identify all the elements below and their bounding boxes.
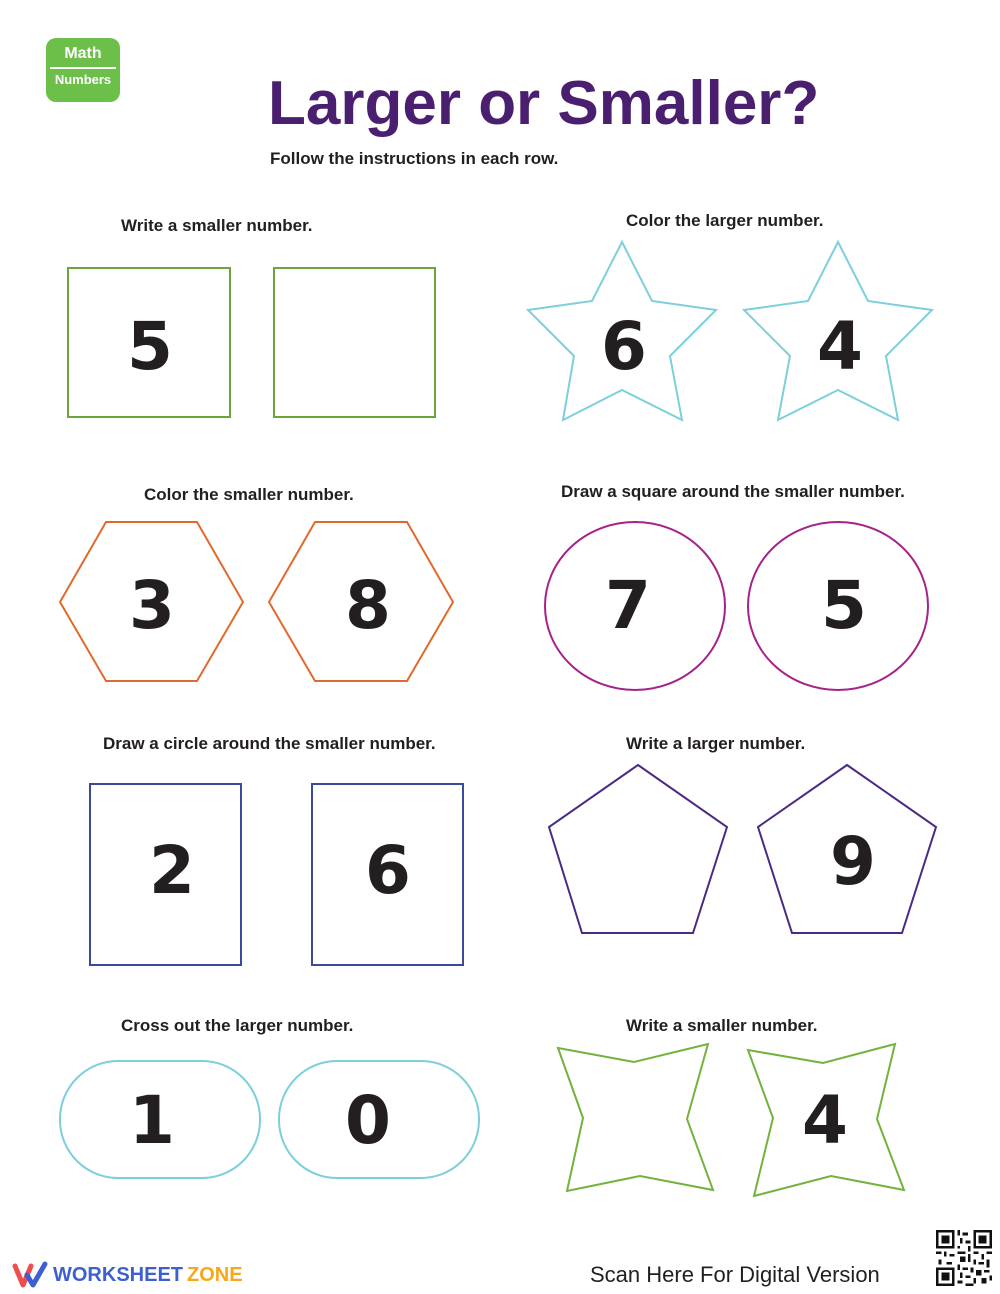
task-8-prompt: Write a smaller number. (626, 1016, 818, 1035)
task-4-prompt: Draw a square around the smaller number. (561, 482, 905, 501)
task-4-number-right: 5 (821, 567, 867, 644)
task-6-prompt: Write a larger number. (626, 734, 806, 753)
worksheetzone-brand[interactable] (12, 1260, 243, 1290)
scan-instruction: Scan Here For Digital Version (590, 1262, 880, 1287)
task-5-prompt: Draw a circle around the smaller number. (103, 734, 436, 753)
task-5-number-left: 2 (149, 832, 195, 909)
badge-subject: Math (64, 45, 102, 62)
task-7-number-right: 0 (345, 1082, 391, 1159)
task-3-prompt: Color the smaller number. (144, 485, 354, 504)
task-6-shapes (549, 765, 936, 933)
task-1-number-left: 5 (127, 308, 173, 385)
task-4-number-left: 7 (605, 567, 651, 644)
task-7-number-left: 1 (129, 1082, 175, 1159)
worksheetzone-logo-icon (12, 1261, 48, 1289)
badge-topic: Numbers (54, 72, 112, 87)
task-8-shapes (558, 1044, 904, 1196)
page-title: Larger or Smaller? (268, 69, 820, 138)
task-8-star-left[interactable] (558, 1044, 713, 1191)
task-8-number-right: 4 (802, 1082, 848, 1159)
task-7-shapes (60, 1061, 479, 1178)
task-5-number-right: 6 (365, 832, 411, 909)
task-2-number-left: 6 (601, 308, 647, 385)
task-3-number-right: 8 (345, 567, 391, 644)
task-6-pentagon-left[interactable] (549, 765, 727, 933)
page-subtitle: Follow the instructions in each row. (270, 149, 559, 168)
task-2-shapes (528, 242, 932, 420)
qr-code-icon[interactable] (936, 1230, 992, 1286)
task-1-prompt: Write a smaller number. (121, 216, 313, 235)
task-2-prompt: Color the larger number. (626, 211, 824, 230)
task-6-number-right: 9 (830, 823, 876, 900)
brand-name-part2: ZONE (187, 1263, 243, 1286)
task-1-square-right[interactable] (274, 268, 435, 417)
task-2-number-right: 4 (817, 308, 863, 385)
task-1-shapes (68, 268, 435, 417)
brand-name-part1: WORKSHEET (53, 1263, 183, 1286)
task-4-shapes (545, 522, 928, 690)
task-3-number-left: 3 (129, 567, 175, 644)
task-3-shapes (60, 522, 453, 681)
task-7-prompt: Cross out the larger number. (121, 1016, 354, 1035)
